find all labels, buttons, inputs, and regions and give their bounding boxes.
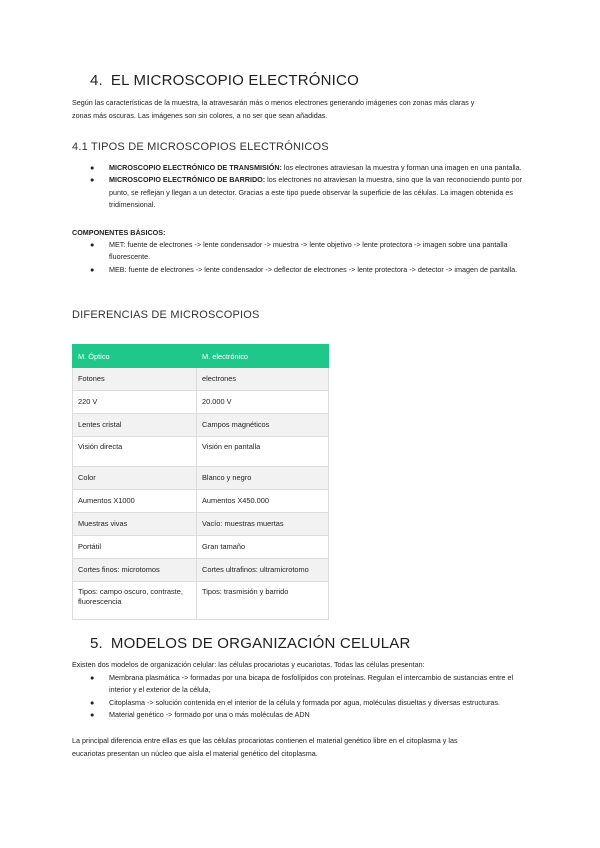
table-cell: Tipos: trasmisión y barrido [197, 582, 329, 620]
table-cell: 20.000 V [197, 391, 329, 414]
list-item [72, 709, 534, 721]
closing-line-1: La principal diferencia entre ellas es que las células procariotas contienen el material genético libre en el citoplasma y las [72, 736, 458, 745]
type-term: MICROSCOPIO ELECTRÓNICO DE TRANSMISIÓN: [109, 163, 282, 172]
table-cell: Campos magnéticos [197, 414, 329, 437]
table-row [73, 391, 329, 414]
bullet-icon: ● [90, 163, 95, 172]
list-item [72, 174, 534, 211]
component-text: MET: fuente de electrones -> lente condensador -> muestra -> lente objetivo -> lente protectora -> imagen sobre una pantalla fluorescente. [109, 240, 508, 262]
intro-line-2: zonas más oscuras. Las imágenes son sin colores, a no ser que sean añadidas. [72, 110, 328, 120]
table-cell: Portátil [73, 536, 197, 559]
list-item [72, 239, 534, 264]
table-row [73, 582, 329, 620]
types-list [72, 162, 534, 212]
type-text: los electrones no atraviesan la muestra, sino que la van reconociendo punto por punto, se reflejan y llegan a un detector. Gracias a este tipo puede observar la superficie de las células. La imagen obtenida es tridimensional. [109, 175, 523, 210]
list-item [72, 672, 534, 697]
intro-line-1: Según las características de la muestra, la atravesarán más o menos electrones generando imágenes con zonas más claras y [72, 98, 475, 107]
section-4-intro [72, 97, 534, 122]
table-cell: Cortes finos: microtomos [73, 559, 197, 582]
table-cell: Aumentos X450.000 [197, 490, 329, 513]
bullet-icon: ● [90, 175, 95, 185]
table-cell: Vacío: muestras muertas [197, 513, 329, 536]
section-5-number: 5. [90, 635, 103, 652]
list-item [72, 162, 534, 174]
differences-heading: DIFERENCIAS DE MICROSCOPIOS [72, 309, 260, 321]
section-5-heading [90, 635, 411, 652]
bullet-icon: ● [90, 710, 95, 720]
table-row [73, 414, 329, 437]
section-4-number: 4. [90, 72, 103, 89]
table-cell: Gran tamaño [197, 536, 329, 559]
table-cell: Visión directa [73, 437, 197, 467]
section-5-closing [72, 735, 534, 760]
table-cell: Muestras vivas [73, 513, 197, 536]
table-row [73, 513, 329, 536]
table-row [73, 467, 329, 490]
table-cell: Lentes cristal [73, 414, 197, 437]
table-cell: electrones [197, 368, 329, 391]
bullet-icon: ● [90, 264, 95, 274]
table-cell: Fotones [73, 368, 197, 391]
table-cell: Aumentos X1000 [73, 490, 197, 513]
section-5-intro: Existen dos modelos de organización celular: las células procariotas y eucariotas. Todas las células presentan: [72, 660, 425, 669]
table-cell: Tipos: campo oscuro, contraste, fluorescencia [73, 582, 197, 620]
table-cell: Cortes ultrafinos: ultramicrotomo [197, 559, 329, 582]
cell-component-text: Membrana plasmática -> formadas por una bicapa de fosfolípidos con proteínas. Regulan el intercambio de sustancias entre el interior y el exterior de la célula, [109, 673, 514, 695]
bullet-icon: ● [90, 673, 95, 682]
types-subheading: 4.1 TIPOS DE MICROSCOPIOS ELECTRÓNICOS [72, 141, 329, 153]
table-row [73, 536, 329, 559]
components-list [72, 239, 534, 276]
list-item [72, 697, 534, 709]
table-header-cell: M. Óptico [73, 345, 197, 368]
components-label: COMPONENTES BÁSICOS: [72, 228, 166, 237]
table-header-row [73, 345, 329, 368]
cell-component-text: Material genético -> formado por una o más moléculas de ADN [109, 710, 310, 720]
table-row [73, 437, 329, 467]
list-item [72, 264, 534, 276]
cell-components-list [72, 672, 534, 722]
closing-line-2: eucariotas presentan un núcleo que aísla el material genético del citoplasma. [72, 748, 318, 758]
table-row [73, 490, 329, 513]
section-4-title: EL MICROSCOPIO ELECTRÓNICO [110, 72, 359, 89]
bullet-icon: ● [90, 697, 95, 707]
table-cell: Color [73, 467, 197, 490]
component-text: MEB: fuente de electrones -> lente condensador -> deflector de electrones -> lente protectora -> detector -> imagen de pantalla. [109, 264, 518, 274]
bullet-icon: ● [90, 240, 95, 249]
table-cell: Blanco y negro [197, 467, 329, 490]
section-5-title: MODELOS DE ORGANIZACIÓN CELULAR [110, 635, 411, 652]
type-text: los electrones atraviesan la muestra y forman una imagen en una pantalla. [281, 163, 522, 172]
differences-table [72, 344, 329, 620]
type-term: MICROSCOPIO ELECTRÓNICO DE BARRIDO: [109, 175, 266, 185]
table-cell: 220 V [73, 391, 197, 414]
section-4-heading [90, 72, 359, 89]
table-row [73, 559, 329, 582]
table-cell: Visión en pantalla [197, 437, 329, 467]
table-row [73, 368, 329, 391]
cell-component-text: Citoplasma -> solución contenida en el interior de la célula y formada por agua, moléculas disueltas y diversas estructuras. [109, 697, 500, 707]
table-header-cell: M. electrónico [197, 345, 329, 368]
